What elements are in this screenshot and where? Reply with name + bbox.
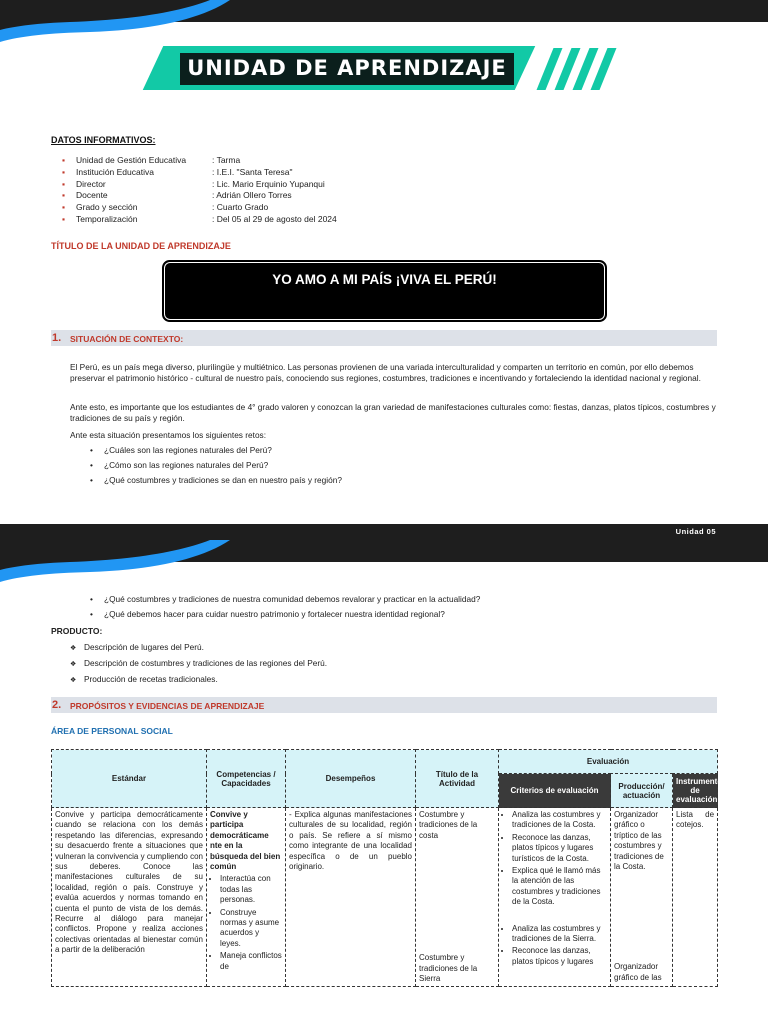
producto-list <box>70 640 327 688</box>
list-item: • ¿Cuáles son las regiones naturales del Perú? <box>90 443 342 458</box>
page-2 <box>0 540 768 1024</box>
list-item: • Explica qué le llamó más la atención de las costumbres y tradiciones de la Costa. <box>512 866 607 908</box>
header-estandar: Estándar <box>52 750 207 808</box>
list-item: ❖ Producción de recetas tradicionales. <box>70 672 327 688</box>
section-1-title: SITUACIÓN DE CONTEXTO: <box>70 334 184 344</box>
unit-theme: YO AMO A MI PAÍS ¡VIVA EL PERÚ! <box>272 272 497 287</box>
context-paragraph-1: El Perú, es un país mega diverso, plurilingüe y multiétnico. Las personas provienen de una variada interculturalidad y comparten un territorio en común, por ello debemos preservar el patrimonio histórico - cultural de nuestro país, conociendo sus regiones, costumbres, tradiciones e incentivando y fortaleciendo la identidad nacional y regional. <box>70 362 701 384</box>
context-paragraph-3: Ante esta situación presentamos los siguientes retos: <box>70 430 267 440</box>
competencias-cell: Convive y participa democráticame nte en la búsqueda del bien común • Interactúa con todas las personas. • Construye normas y asume acuerdos y leyes. • Maneja conflictos de <box>207 808 286 987</box>
datos-item: ▪ Unidad de Gestión Educativa : Tarma <box>62 155 241 165</box>
header-produccion: Producción/ actuación <box>611 774 673 808</box>
unit-title-label: TÍTULO DE LA UNIDAD DE APRENDIZAJE <box>51 241 231 251</box>
header-wave-decoration <box>0 540 260 600</box>
list-item: • Analiza las costumbres y tradiciones de la Sierra. <box>512 924 607 945</box>
retos-list-continued <box>90 592 480 622</box>
list-item: • ¿Qué costumbres y tradiciones se dan en nuestro país y región? <box>90 473 342 488</box>
criterios-cell <box>499 808 611 987</box>
list-item: • Reconoce las danzas, platos típicos y lugares <box>512 946 607 967</box>
list-item: • Reconoce las danzas, platos típicos y lugares turísticos de la Costa. <box>512 833 607 864</box>
desempenos-cell: - Explica algunas manifestaciones culturales de su localidad, región o país. Se refiere a sí mismo como integrante de una localidad específica o de un pueblo originario. <box>286 808 416 987</box>
produccion-cell: Organizador gráfico o tríptico de las costumbres y tradiciones de la Costa. Organizador gráfico de las <box>611 808 673 987</box>
datos-item: ▪ Institución Educativa : I.E.I. "Santa Teresa" <box>62 166 293 177</box>
datos-item: ▪ Docente : Adrián Ollero Torres <box>62 190 292 201</box>
header-titulo-actividad: Título de la Actividad <box>416 750 499 808</box>
list-item: • Maneja conflictos de <box>220 951 282 972</box>
footer-bar <box>0 524 768 540</box>
header-instrumento: Instrumento de evaluación <box>673 774 718 808</box>
list-item: ❖ Descripción de lugares del Perú. <box>70 640 327 656</box>
list-item: • Construye normas y asume acuerdos y leyes. <box>220 908 282 950</box>
header-competencias: Competencias / Capacidades <box>207 750 286 808</box>
list-item: • Interactúa con todas las personas. <box>220 874 282 905</box>
list-item: • ¿Cómo son las regiones naturales del Perú? <box>90 458 342 473</box>
datos-item: ▪ Temporalización : Del 05 al 29 de agosto del 2024 <box>62 213 337 224</box>
list-item: • Analiza las costumbres y tradiciones de la Costa. <box>512 810 607 831</box>
section-2-title: PROPÓSITOS Y EVIDENCIAS DE APRENDIZAJE <box>70 701 265 711</box>
datos-heading: DATOS INFORMATIVOS: <box>51 135 156 145</box>
datos-item: ▪ Director : Lic. Mario Erquinio Yupanqui <box>62 178 325 189</box>
header-criterios: Criterios de evaluación <box>499 774 611 808</box>
area-label: ÁREA DE PERSONAL SOCIAL <box>51 726 173 736</box>
footer-unit-label: Unidad 05 <box>675 527 716 536</box>
instrumento-cell: Lista de cotejos. <box>673 808 718 987</box>
retos-list <box>90 443 342 488</box>
datos-list <box>62 155 337 226</box>
list-item: • ¿Qué costumbres y tradiciones de nuestra comunidad debemos revalorar y practicar en la actualidad? <box>90 592 480 607</box>
context-paragraph-2: Ante esto, es importante que los estudiantes de 4° grado valoren y conozcan la gran variedad de manifestaciones culturales como: fiestas, danzas, platos típicos, costumbres y tradiciones de su país y región. <box>70 402 716 424</box>
list-item: ❖ Descripción de costumbres y tradiciones de las regiones del Perú. <box>70 656 327 672</box>
page-title: UNIDAD DE APRENDIZAJE <box>187 56 507 80</box>
header-evaluacion: Evaluación <box>499 750 718 774</box>
actividad-cell: Costumbre y tradiciones de la costa Costumbre y tradiciones de la Sierra <box>416 808 499 987</box>
estandar-cell: Convive y participa democráticamente cuando se relaciona con los demás respetando las diferencias, expresando su desacuerdo frente a situaciones que vulneran la convivencia y cumpliendo con sus deberes. Conoce las manifestaciones culturales de su localidad, región o país. Construye y evalúa acuerdos y normas tomando en cuenta el punto de vista de los demás. Recurre al diálogo para manejar conflictos. Propone y realiza acciones colectivas orientadas al bienestar común a partir de la deliberación <box>52 808 207 987</box>
producto-heading: PRODUCTO: <box>51 626 103 636</box>
datos-item: ▪ Grado y sección : Cuarto Grado <box>62 202 269 213</box>
evidence-table <box>51 749 723 987</box>
list-item: • ¿Qué debemos hacer para cuidar nuestro patrimonio y fortalecer nuestra identidad regional? <box>90 607 480 622</box>
section-2-number: 2. <box>52 699 62 711</box>
section-1-number: 1. <box>52 332 62 344</box>
header-desempenos: Desempeños <box>286 750 416 808</box>
